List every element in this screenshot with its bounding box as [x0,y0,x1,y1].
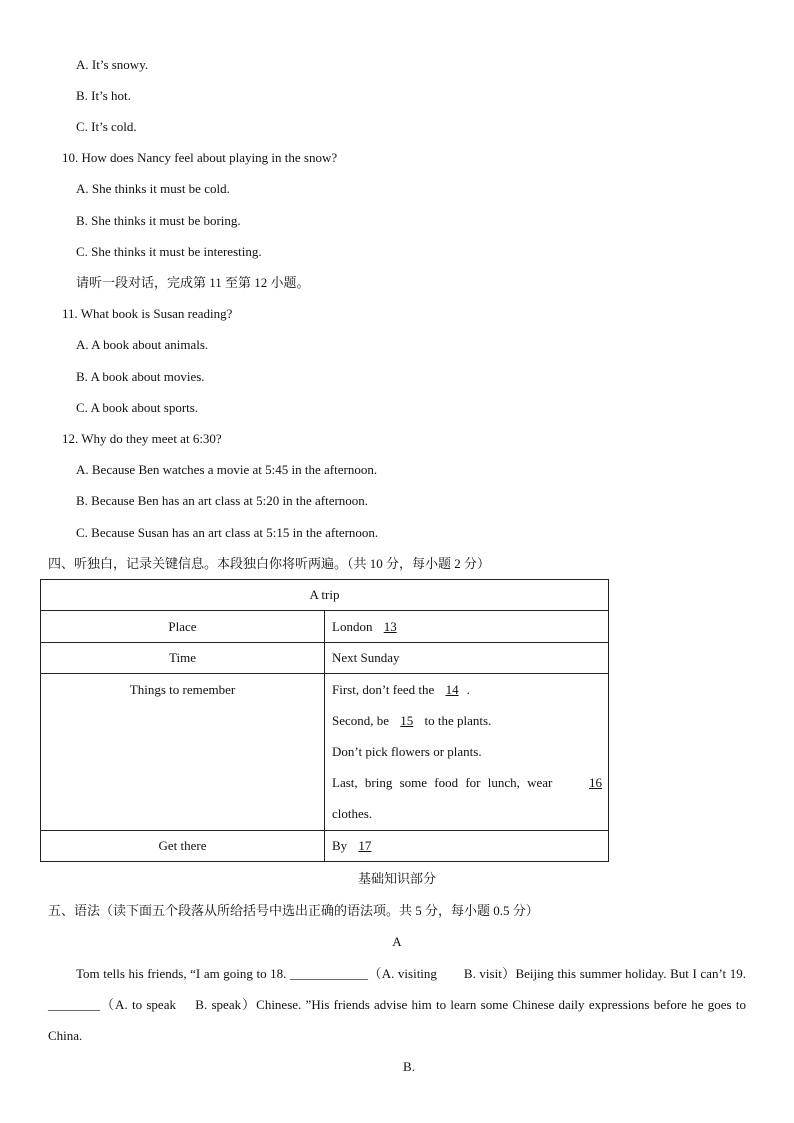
table-title: A trip [41,580,609,611]
remember-2-text: Second, be [332,713,390,728]
remember-line-3: Don’t pick flowers or plants. [332,744,482,759]
q10-option-a: A. She thinks it must be cold. [76,181,230,196]
section4-title: 四、听独白，记录关键信息。本段独白你将听两遍。（共 10 分，每小题 2 分） [48,556,491,571]
passage-a-part-3: （A. to speak B. speak）Chinese. ”His friends advise him to learn some Chinese daily expressions before he goes to China. [48,997,746,1043]
q12-option-b: B. Because Ben has an art class at 5:20 in the afternoon. [76,493,369,508]
remember-cell [325,674,609,831]
getthere-by: By [332,838,348,853]
blank-16: 16 [589,775,602,790]
blank-17: 17 [358,838,372,853]
place-label: Place [41,611,325,643]
q11-stem: 11. What book is Susan reading? [62,306,233,321]
q10-stem: 10. How does Nancy feel about playing in the snow? [62,150,338,165]
blank-19: ________ [48,997,100,1012]
remember-line-4 [332,767,602,798]
q11-option-c: C. A book about sports. [76,400,199,415]
q9-option-a: A. It’s snowy. [76,57,149,72]
remember-1-end: . [466,682,470,697]
time-value: Next Sunday [325,643,609,674]
place-value: London [332,618,373,634]
remember-line-1 [332,674,602,705]
blank-13: 13 [383,618,397,634]
remember-line-2 [332,705,602,736]
getthere-cell [325,831,609,862]
q9-option-c: C. It’s cold. [76,119,137,134]
q10-option-c: C. She thinks it must be interesting. [76,244,262,259]
remember-label: Things to remember [41,674,325,831]
passage-b-label: B. [403,1059,415,1074]
passage-a-label: A [392,934,402,949]
getthere-label: Get there [41,831,325,862]
blank-15: 15 [400,713,414,728]
remember-1-text: First, don’t feed the [332,682,435,697]
trip-table [40,579,609,862]
time-label: Time [41,643,325,674]
place-cell [325,611,609,643]
section5-title: 五、语法（读下面五个段落从所给括号中选出正确的语法项。共 5 分，每小题 0.5 分） [48,903,539,918]
q12-option-c: C. Because Susan has an art class at 5:15 in the afternoon. [76,525,379,540]
passage-a-part-2: （A. visiting B. visit）Beijing this summer holiday. But I can’t 19. [368,966,746,981]
blank-18: ____________ [290,966,369,981]
passage-a-part-1: Tom tells his friends, “I am going to 18. [76,966,287,981]
remember-line-5: clothes. [332,806,373,821]
q10-option-b: B. She thinks it must be boring. [76,213,241,228]
q11-option-a: A. A book about animals. [76,337,209,352]
remember-4-text: Last, bring some food for lunch, wear [332,775,553,790]
basic-knowledge-heading: 基础知识部分 [357,871,436,886]
q11-option-b: B. A book about movies. [76,369,205,384]
q12-option-a: A. Because Ben watches a movie at 5:45 in the afternoon. [76,462,378,477]
q12-stem: 12. Why do they meet at 6:30? [62,431,222,446]
passage-a [48,958,746,1051]
remember-2-end: to the plants. [424,713,492,728]
q9-option-b: B. It’s hot. [76,88,131,103]
blank-14: 14 [445,682,459,697]
instruction-11-12: 请听一段对话，完成第 11 至第 12 小题。 [76,275,310,290]
